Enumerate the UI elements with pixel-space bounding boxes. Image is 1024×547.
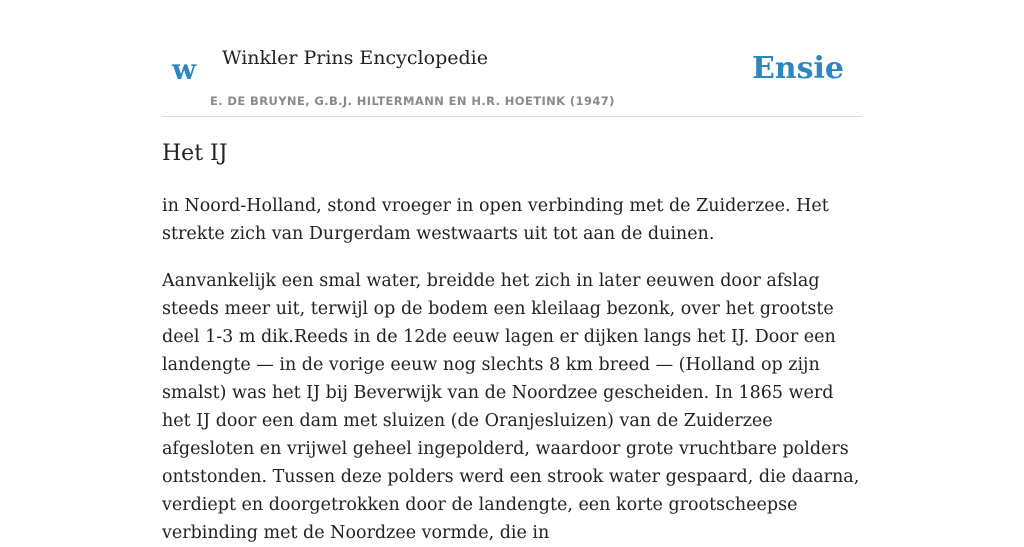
publication-authors: E. DE BRUYNE, G.B.J. HILTERMANN EN H.R. HOETINK (1947) (210, 94, 615, 108)
article-paragraph: Aanvankelijk een smal water, breidde het zich in later eeuwen door afslag steeds meer uit, terwijl op de bodem een kleilaag bezonk, over het grootste deel 1-3 m dik.Reeds in de 12de eeuw lagen er dijken langs het IJ. Door een landengte — in de vorige eeuw nog slechts 8 km breed — (Holland op zijn smalst) was het IJ bij Beverwijk van de Noordzee gescheiden. In 1865 werd het IJ door een dam met sluizen (de Oranjesluizen) van de Zuiderzee afgesloten en vrijwel geheel ingepolderd, waardoor grote vruchtbare polders ontstonden. Tussen deze polders werd een strook water gespaard, die daarna, verdiept en doorgetrokken door de landengte, een korte grootscheepse verbinding met de Noordzee vormde, die in (162, 271, 860, 543)
article-paragraph: in Noord-Holland, stond vroeger in open verbinding met de Zuiderzee. Het strekte zich van Durgerdam westwaarts uit tot aan de duinen. (162, 196, 829, 244)
brand-logo[interactable]: Ensie (751, 51, 844, 86)
publication-logo[interactable]: w (172, 53, 197, 86)
publication-header (162, 0, 862, 117)
article (162, 136, 862, 547)
publication-title[interactable]: Winkler Prins Encyclopedie (222, 47, 488, 69)
article-title: Het IJ (162, 141, 228, 166)
